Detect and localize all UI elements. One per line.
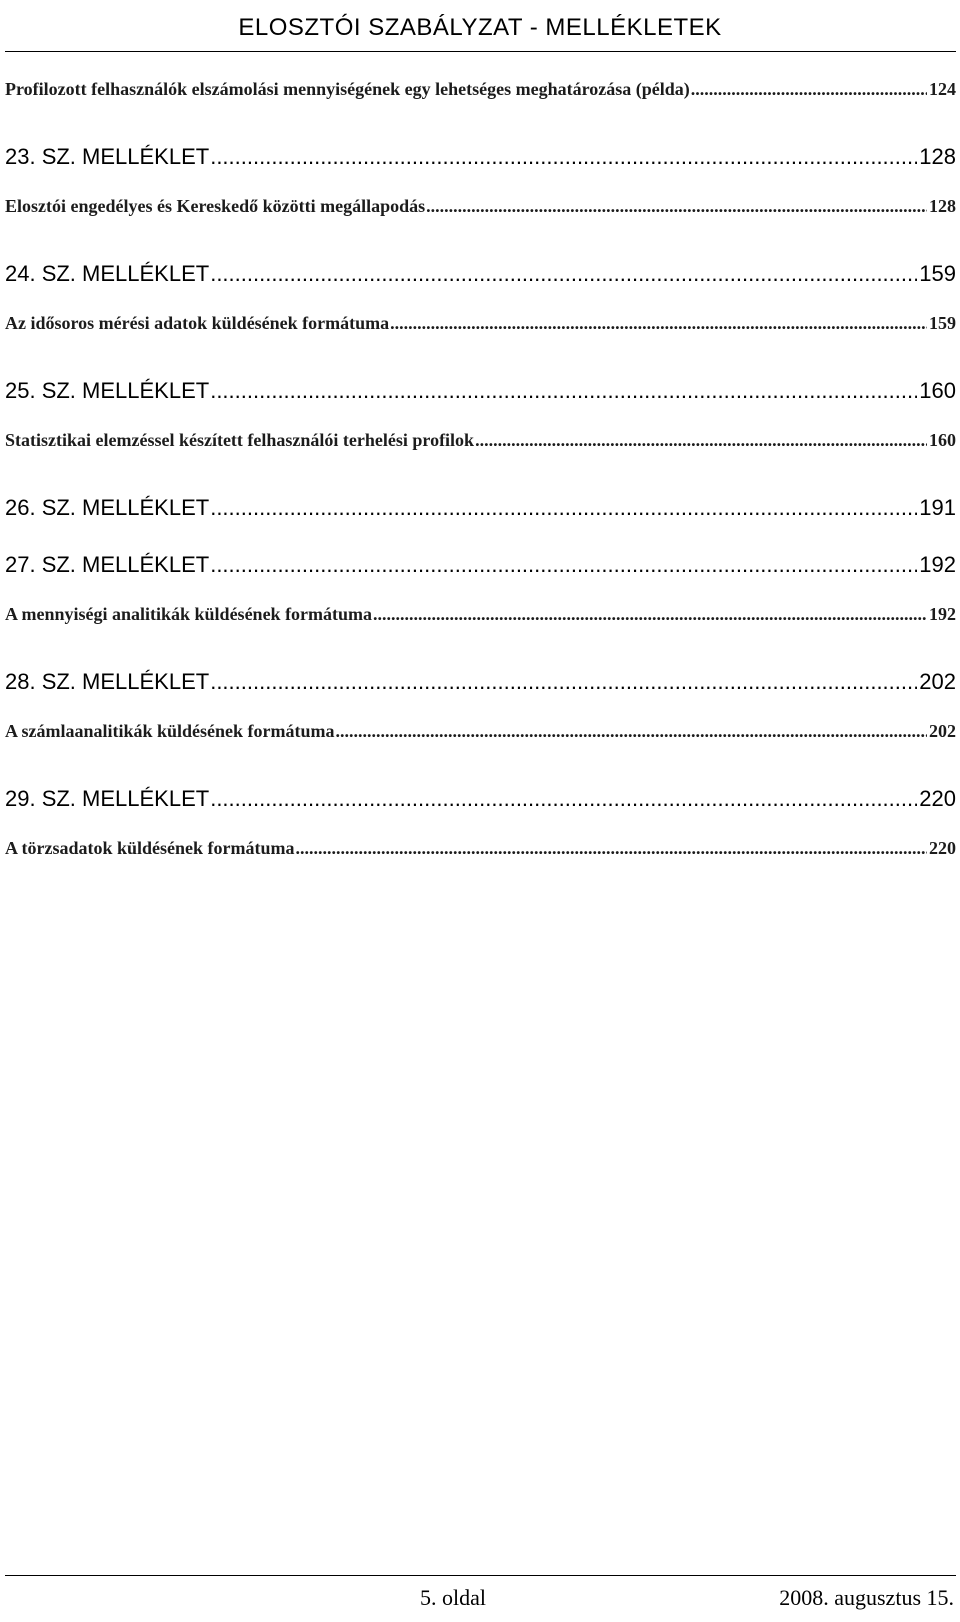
toc-dot-leader	[296, 825, 927, 871]
toc-entry-page: 191	[919, 495, 956, 520]
toc-entry-label: 26. SZ. MELLÉKLET	[5, 495, 210, 520]
toc-entry-label: A mennyiségi analitikák küldésének formátuma	[5, 604, 373, 624]
toc-dot-leader	[390, 300, 927, 346]
toc-entry-label: A törzsadatok küldésének formátuma	[5, 838, 295, 858]
page-header-title: ELOSZTÓI SZABÁLYZAT - MELLÉKLETEK	[238, 14, 722, 41]
toc-entry-page: 159	[919, 261, 956, 286]
toc-entry-szamlaanalitikak[interactable]	[5, 708, 956, 768]
toc-entry-label: 24. SZ. MELLÉKLET	[5, 261, 210, 286]
toc-entry-label: 29. SZ. MELLÉKLET	[5, 786, 210, 811]
toc-dot-leader	[210, 651, 917, 708]
footer-page-number: 5. oldal	[420, 1585, 486, 1610]
toc-entry-27-melleklet[interactable]	[5, 534, 956, 591]
toc-entry-23-melleklet[interactable]	[5, 126, 956, 183]
toc-entry-page: 160	[929, 430, 956, 450]
table-of-contents	[5, 66, 956, 885]
toc-entry-24-melleklet[interactable]	[5, 243, 956, 300]
toc-entry-label: 23. SZ. MELLÉKLET	[5, 144, 210, 169]
toc-dot-leader	[210, 243, 917, 300]
toc-entry-page: 128	[929, 196, 956, 216]
toc-dot-leader	[373, 591, 927, 637]
toc-dot-leader	[426, 183, 927, 229]
toc-entry-26-melleklet[interactable]	[5, 477, 956, 534]
toc-entry-mennyisegi-analitikak[interactable]	[5, 591, 956, 651]
toc-entry-label: Az idősoros mérési adatok küldésének formátuma	[5, 313, 390, 333]
toc-entry-label: Statisztikai elemzéssel készített felhasználói terhelési profilok	[5, 430, 475, 450]
toc-entry-page: 160	[919, 378, 956, 403]
toc-entry-terhelesi-profilok[interactable]	[5, 417, 956, 477]
footer-divider	[5, 1575, 956, 1576]
toc-entry-28-melleklet[interactable]	[5, 651, 956, 708]
toc-dot-leader	[210, 126, 917, 183]
toc-entry-29-melleklet[interactable]	[5, 768, 956, 825]
toc-entry-torzsadatok[interactable]	[5, 825, 956, 885]
toc-entry-elosztoi-megallapodas[interactable]	[5, 183, 956, 243]
toc-entry-label: Profilozott felhasználók elszámolási mennyiségének egy lehetséges meghatározása (példa)	[5, 79, 690, 99]
toc-entry-page: 202	[919, 669, 956, 694]
header-divider	[5, 51, 956, 52]
footer-date: 2008. augusztus 15.	[779, 1585, 954, 1610]
toc-entry-label: 27. SZ. MELLÉKLET	[5, 552, 210, 577]
toc-entry-label: A számlaanalitikák küldésének formátuma	[5, 721, 335, 741]
toc-entry-label: Elosztói engedélyes és Kereskedő közötti megállapodás	[5, 196, 426, 216]
toc-dot-leader	[691, 66, 927, 112]
toc-entry-page: 192	[919, 552, 956, 577]
toc-dot-leader	[210, 477, 917, 534]
toc-dot-leader	[210, 768, 917, 825]
toc-entry-profilozott[interactable]	[5, 66, 956, 126]
toc-entry-page: 128	[919, 144, 956, 169]
toc-entry-label: 28. SZ. MELLÉKLET	[5, 669, 210, 694]
toc-entry-label: 25. SZ. MELLÉKLET	[5, 378, 210, 403]
toc-dot-leader	[475, 417, 927, 463]
toc-entry-page: 124	[929, 79, 956, 99]
toc-dot-leader	[210, 534, 917, 591]
toc-entry-page: 220	[919, 786, 956, 811]
toc-entry-page: 202	[929, 721, 956, 741]
toc-entry-page: 220	[929, 838, 956, 858]
toc-entry-page: 159	[929, 313, 956, 333]
toc-dot-leader	[336, 708, 927, 754]
toc-entry-25-melleklet[interactable]	[5, 360, 956, 417]
toc-entry-idosoros-meresi-adatok[interactable]	[5, 300, 956, 360]
toc-dot-leader	[210, 360, 917, 417]
toc-entry-page: 192	[929, 604, 956, 624]
